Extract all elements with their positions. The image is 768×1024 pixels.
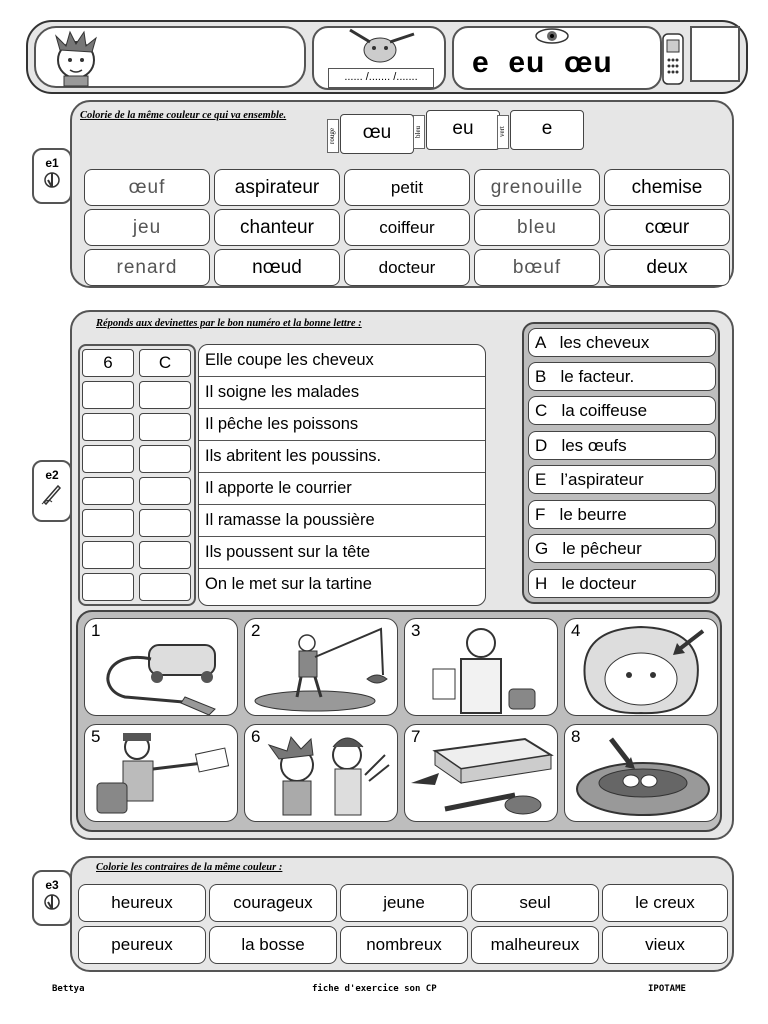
answer-number-cell[interactable]: 6 [82,349,134,377]
doctor-icon [405,619,558,716]
key-color-label: vert [497,115,509,149]
picture-number: 6 [251,727,261,746]
hairdresser-icon [245,725,398,822]
key-color-label: bleu [413,115,425,149]
word-box[interactable]: malheureux [471,926,599,964]
picture-card[interactable] [404,618,558,716]
picture-card[interactable] [244,618,398,716]
answer-number-cell[interactable] [82,477,134,505]
header-banner [26,20,748,94]
picture-number: 7 [411,727,421,746]
rabbit-icon [340,28,420,66]
answer-option[interactable]: E l’aspirateur [528,465,716,494]
butter-icon [405,725,558,822]
word-box[interactable]: cœur [604,209,730,246]
key-scroll-rouge [328,114,414,154]
answer-number-cell[interactable] [82,509,134,537]
word-box[interactable]: seul [471,884,599,922]
word-box[interactable]: le creux [602,884,728,922]
crayon-icon [42,892,62,912]
answer-letter-cell[interactable] [139,573,191,601]
key-scroll-vert [498,110,584,150]
exercise-3-instruction: Colorie les contraires de la même couleur : [96,862,283,873]
key-scroll-bleu [414,110,500,150]
picture-card[interactable] [564,724,718,822]
picture-card[interactable] [564,618,718,716]
answer-option[interactable]: A les cheveux [528,328,716,357]
riddle-line: Elle coupe les cheveux [199,345,485,377]
footer-brand: IPOTAME [648,984,686,994]
picture-number: 4 [571,621,581,640]
answer-grid [78,344,196,606]
word-box[interactable]: œuf [84,169,210,206]
picture-card[interactable] [84,618,238,716]
answer-option[interactable]: C la coiffeuse [528,396,716,425]
fisherman-icon [245,619,398,716]
riddle-line: Il soigne les malades [199,377,485,409]
answer-letter-cell[interactable] [139,477,191,505]
word-box[interactable]: petit [344,169,470,206]
word-box[interactable]: coiffeur [344,209,470,246]
word-box[interactable]: chanteur [214,209,340,246]
word-box[interactable]: vieux [602,926,728,964]
exercise-2-label: e2 [45,468,59,482]
page-title: e eu œu [472,46,613,79]
key-color-label: rouge [327,119,339,153]
word-box[interactable]: aspirateur [214,169,340,206]
riddle-line: Ils poussent sur la tête [199,537,485,569]
word-box[interactable]: bœuf [474,249,600,286]
answer-number-cell[interactable] [82,381,134,409]
riddle-line: On le met sur la tartine [205,575,372,593]
riddle-line: Il ramasse la poussière [199,505,485,537]
word-box[interactable]: chemise [604,169,730,206]
riddle-line: Ils abritent les poussins. [199,441,485,473]
nest-icon [565,725,718,822]
word-box[interactable]: renard [84,249,210,286]
word-box[interactable]: docteur [344,249,470,286]
riddle-list [198,344,486,606]
answer-letter-cell[interactable]: C [139,349,191,377]
key-sound: e [541,118,553,139]
word-box[interactable]: la bosse [209,926,337,964]
answer-letter-cell[interactable] [139,445,191,473]
picture-card[interactable] [84,724,238,822]
exercise-3-frame [70,856,734,972]
answer-option[interactable]: B le facteur. [528,362,716,391]
exercise-1-frame [70,100,734,288]
key-sound: œu [362,122,392,143]
riddle-line: Il pêche les poissons [199,409,485,441]
word-box[interactable]: grenouille [474,169,600,206]
word-box[interactable]: peureux [78,926,206,964]
picture-number: 5 [91,727,101,746]
answer-letter-cell[interactable] [139,413,191,441]
date-box [312,26,446,90]
answer-number-cell[interactable] [82,541,134,569]
footer-title: fiche d'exercice son CP [312,984,437,994]
date-field[interactable]: ...... /....... /....... [328,68,434,88]
exercise-1-instruction: Colorie de la même couleur ce qui va ensemble. [80,110,287,121]
hair-icon [565,619,718,716]
exercise-1-label: e1 [45,156,59,170]
answer-option[interactable]: F le beurre [528,500,716,529]
vacuum-cleaner-icon [85,619,238,716]
picture-number: 1 [91,621,101,640]
answer-letter-cell[interactable] [139,381,191,409]
key-sound: eu [452,118,474,139]
crayon-icon [42,170,62,190]
easel-board-icon [690,26,740,82]
postman-icon [85,725,238,822]
picture-card[interactable] [244,724,398,822]
answer-number-cell[interactable] [82,413,134,441]
word-box[interactable]: heureux [78,884,206,922]
word-box[interactable]: jeune [340,884,468,922]
answer-letter-cell[interactable] [139,541,191,569]
eye-icon [532,26,572,46]
answer-option[interactable]: D les œufs [528,431,716,460]
riddle-line: Il apporte le courrier [199,473,485,505]
kid-icon [40,28,120,88]
answer-number-cell[interactable] [82,573,134,601]
pencil-hand-icon [40,482,64,506]
picture-number: 2 [251,621,261,640]
answer-options [522,322,720,604]
answer-option[interactable]: H le docteur [528,569,716,598]
sound-title-box [452,26,662,90]
picture-grid [76,610,722,832]
word-box[interactable]: deux [604,249,730,286]
picture-card[interactable] [404,724,558,822]
word-box[interactable]: bleu [474,209,600,246]
picture-number: 8 [571,727,581,746]
word-box[interactable]: nœud [214,249,340,286]
word-box[interactable]: nombreux [340,926,468,964]
exercise-3-label: e3 [45,878,59,892]
name-box[interactable] [34,26,306,88]
footer-author: Bettya [52,984,85,994]
exercise-2-tab [32,460,72,522]
exercise-2-instruction: Réponds aux devinettes par le bon numéro et la bonne lettre : [96,318,362,329]
phone-icon [660,28,686,88]
word-box[interactable]: courageux [209,884,337,922]
answer-option[interactable]: G le pêcheur [528,534,716,563]
picture-number: 3 [411,621,421,640]
answer-letter-cell[interactable] [139,509,191,537]
answer-number-cell[interactable] [82,445,134,473]
exercise-1-tab [32,148,72,204]
word-box[interactable]: jeu [84,209,210,246]
exercise-3-tab [32,870,72,926]
